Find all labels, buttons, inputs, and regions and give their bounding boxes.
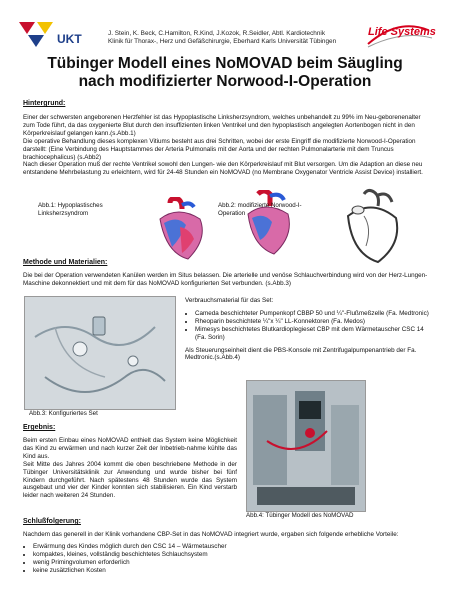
fig3-configured-set-photo [24, 296, 176, 410]
fig2-heart-diagram [330, 188, 410, 266]
authors-line-1: J. Stein, K. Beck, C.Hamilton, R.Kind, J.Kozok, R.Seidler, Abtl. Kardiotechnik [108, 30, 326, 37]
ukt-logo-text: UKT [57, 32, 82, 46]
materials-list [185, 310, 430, 342]
fig2-caption: Abb.2: modifizierte Norwood-I-Operation [218, 202, 302, 217]
ukt-logo [17, 20, 92, 50]
fig2-heart-image [240, 190, 298, 260]
section-ergebnis [23, 424, 237, 500]
title-line-2: nach modifizierter Norwood-I-Operation [78, 73, 372, 90]
advantage-item: • keine zusätzlichen Kosten [33, 567, 428, 575]
material-item: • Mimesys beschichtetes Blutkardioplegieset CBP mit dem Wärmetauscher CSC 14 (Fa. Sorin) [195, 326, 430, 342]
fig1-caption: Abb.1: Hypoplastisches Linksherzsyndrom [38, 202, 103, 217]
material-item: • Rheoparin beschichtete ¼"x ¼" LL-Konnektoren (Fa. Medos) [195, 318, 430, 326]
advantage-item: • wenig Primingvolumen erforderlich [33, 559, 428, 567]
methode-p1: Die bei der Operation verwendeten Kanülen werden im Situs belassen. Die arterielle und venöse Schlauchverbindung wird von der Herz-Lungen-Maschine dekonnektiert und mit dem für das NoMOVAD konfigurierten Set verbunden. (s.Abb.3) [23, 272, 428, 287]
fig3-caption: Abb.3: Konfiguriertes Set [29, 410, 98, 417]
advantages-list [23, 543, 428, 575]
material-item: • Cameda beschichteter Pumpenkopf CBBP 50 und ¼"-Flußmeßzelle (Fa. Medtronic) [195, 310, 430, 318]
lifesystems-logo-text: Life Systems [368, 26, 436, 38]
fig1-heart-image [140, 197, 218, 267]
fig4-caption: Abb.4: Tübinger Modell des NoMOVAD [246, 512, 354, 519]
advantage-item: • Erwärmung des Kindes möglich durch den CSC 14 – Wärmetauscher [33, 543, 428, 551]
methode-heading: Methode und Materialien: [23, 259, 108, 266]
poster-title [20, 55, 430, 91]
hintergrund-p2: Die operative Behandlung dieses komplexen Vitiums besteht aus drei Schritten, wobei der erste Eingriff die modifizierte Norwood-I-Operation darstellt: (Eine Verbindung des Hauptstammes der Arteria Pulmonalis mit der Aorta und der rechten Pulmonalarterie mit dem Truncus brachiocephalicus) (s.Abb2) [23, 137, 416, 161]
fig4-nomovad-photo [246, 380, 366, 512]
materials-block [185, 297, 430, 362]
schluss-heading: Schlußfolgerung: [23, 518, 81, 525]
schluss-p1: Nachdem das generell in der Klinik vorhandene CBP-Set in das NoMOVAD integriert wurde, ergaben sich folgende erhebliche Vorteile: [23, 531, 399, 538]
hintergrund-heading: Hintergrund: [23, 100, 66, 107]
advantage-item: • kompaktes, kleines, vollständig beschichtetes Schlauchsystem [33, 551, 428, 559]
authors-line-2: Klinik für Thorax-, Herz und Gefäßchirurgie, Eberhard Karls Universität Tübingen [108, 38, 337, 45]
lifesystems-logo [362, 20, 434, 50]
steuer-text: Als Steuerungseinheit dient die PBS-Konsole mit Zentrifugalpumpenantrieb der Fa. Medtronic.(s.Abb.4) [185, 346, 417, 362]
ergebnis-heading: Ergebnis: [23, 424, 56, 431]
ergebnis-p1: Beim ersten Einbau eines NoMOVAD enthielt das System keine Möglichkeit das Kind zu erwärmen und nach kurzer Zeit der Inbetrieb-nahme kühlte das Kind aus. [23, 437, 237, 460]
section-methode [23, 259, 428, 288]
hintergrund-p1: Einer der schwersten angeborenen Herzfehler ist das Hypoplastische Linksherzsyndrom, welches unbehandelt zu 99% im Neu-geborenenalter zum Tode führt, da das oxygenierte Blut durch den insuffizienten linken Ventrikel und den hypoplastisch angelegten Aortenbogen nicht in den Körperkreislauf gelangen kann.(s.Abb.1) [23, 114, 421, 137]
materials-title: Verbrauchsmaterial für das Set: [185, 297, 274, 304]
ergebnis-p2: Seit Mitte des Jahres 2004 kommt die oben beschriebene Methode in der Tübinger Universitätsklinik zur Anwendung und wurde bisher bei fünf Kindern durchgeführt. Nach spätestens 48 Stunden wurde das System ausgebaut und vier der Kinder konnten sich stabilisieren. Ein Kind verstarb leider nach weiteren 24 Stunden. [23, 460, 237, 500]
authors [108, 30, 348, 46]
hintergrund-p3: Nach dieser Operation muß der rechte Ventrikel sowohl den Lungen- wie den Körperkreislauf mit Blut versorgen. Um die Adaption an diese neu entstandene Mehrbelastung zu erleichtern, wird für 24-48 Stunden ein NoMOVAD (no Membrane Oxygenator Ventricle Assist Device) installiert. [23, 161, 423, 177]
title-line-1: Tübinger Modell eines NoMOVAD beim Säugling [47, 55, 403, 72]
ukt-logo-mark-icon [17, 20, 57, 48]
section-schluss [23, 518, 428, 575]
section-hintergrund [23, 100, 428, 177]
